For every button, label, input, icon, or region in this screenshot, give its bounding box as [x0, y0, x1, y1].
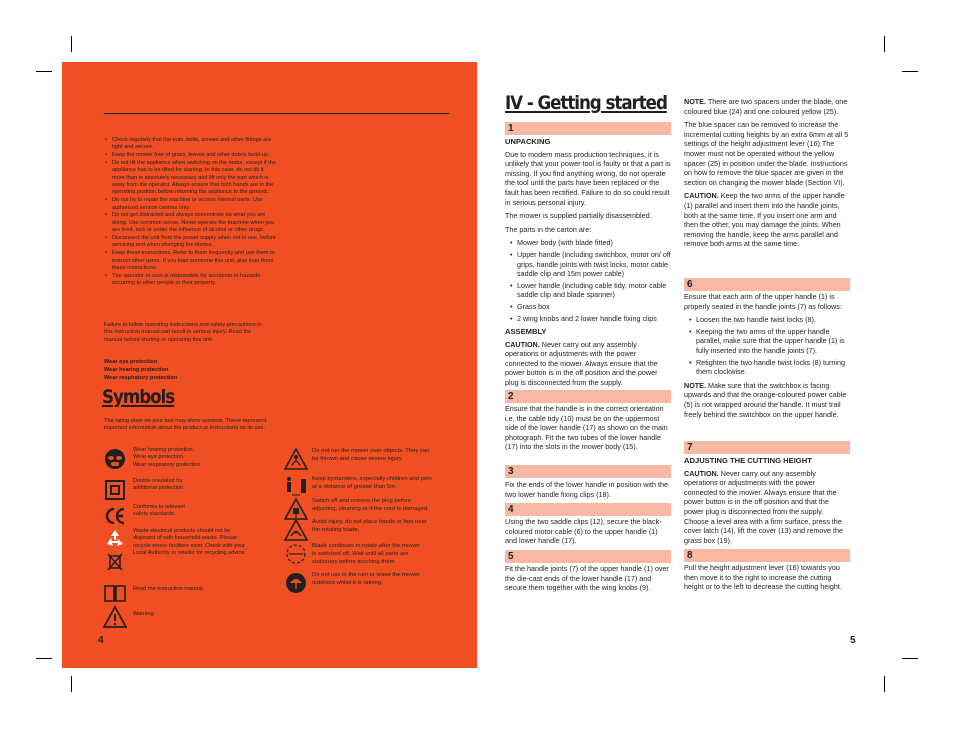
page-number-left: 4: [98, 635, 104, 646]
note-label: NOTE.: [684, 380, 706, 390]
symbol-row: [103, 504, 185, 528]
adjusting-heading: ADJUSTING THE CUTTING HEIGHT: [684, 456, 812, 465]
list-item: • Keeping the two arms of the upper handle parallel, make sure that the upper handle (1) is fully inserted into the handle joints (7).: [690, 327, 850, 356]
symbol-row: [103, 478, 185, 502]
symbol-description: Do not use in the rain or leave the mower outdoors whilst it is raining.: [312, 572, 420, 586]
double-insulated-icon: [103, 478, 127, 502]
weee-recycle-icon: [103, 528, 127, 572]
symbol-description: Blade continues to rotate after the mower is switched off. Wait until all parts are stationary before touching them.: [312, 543, 420, 565]
symbol-row: [103, 528, 246, 572]
unpacking-paragraph: Due to modern mass production techniques, it is unlikely that your power tool is faulty or that a part is missing. If you find anything wrong, do not operate the tool until the parts have been replaced or the fault has been rectified. Failure to do so could result in serious personal injury.: [505, 149, 671, 207]
symbol-description: Read the instruction manual.: [133, 586, 205, 592]
symbol-description: Warning.: [133, 611, 156, 617]
crop-mark: [884, 36, 885, 52]
symbol-description: Switch off and remove the plug before adjusting, cleaning or if the cord is damaged.: [312, 498, 429, 512]
list-item: • Do not try to repair the machine or access internal parts. Use authorised service centres only.: [112, 197, 277, 212]
list-item: • Lower handle (including cable tidy, motor cable saddle clip and blade spanner): [511, 281, 671, 300]
list-item: • Loosen the two handle twist locks (8).: [690, 315, 850, 325]
failure-paragraph: Failure to follow operating instructions and safety precautions in this instruction manual can result in serious injury. Read the manual before starting or operating this unit.: [104, 322, 262, 343]
col1-block-a: [505, 137, 671, 392]
step-bar-4: 4: [505, 503, 671, 516]
list-item: • Mower body (with blade fitted): [511, 238, 671, 248]
col1-step4: [505, 517, 671, 550]
wear-eye-line: Wear eye protection: [104, 359, 158, 365]
blue-spacer-paragraph: The blue spacer can be removed to increase the incremental cutting heights by an extra 6mm at all 5 settings of the height adjustment lever (16).The mower must not be operated without the yellow spacer (25) in position under the blade. Instructions on how to remove the blue spacer are given in the section on changing the mower blade (Section VI).: [684, 120, 849, 187]
wear-hearing-line: Wear hearing protection: [104, 367, 169, 373]
step5-paragraph: Fit the handle joints (7) of the upper handle (1) over the die-cast ends of the lower handle (17) and secure them together with the wing knobs (9).: [505, 564, 669, 593]
crop-mark: [36, 71, 52, 72]
step-bar-5: 5: [505, 550, 671, 563]
crop-mark: [71, 36, 72, 52]
col2-step8: [684, 563, 850, 596]
getting-started-heading: IV - Getting started: [505, 92, 667, 114]
list-item: • Retighten the two handle twist locks (8) turning them clockwise.: [690, 358, 850, 377]
note2: [684, 381, 850, 419]
safety-bullet-list: [104, 137, 277, 288]
caution-text: Never carry out any assembly operations or adjustments with the power connected to the mower. Always ensure that the power button is in the off position and the power plug is disconnected from the supply.: [505, 339, 658, 388]
symbols-heading: Symbols: [102, 386, 175, 408]
ce-mark-icon: [103, 504, 127, 528]
symbol-description: Conforms to relevant safety standards.: [133, 504, 185, 518]
caution-text: Keep the two arms of the upper handle (1) parallel and insert them into the handle joints, both at the same time. If you insert one arm and then the other, you may damage the joints. When removing the handle, keep the arms parallel and remove both arms at the same time.: [684, 191, 845, 249]
step-bar-3: 3: [505, 465, 671, 478]
note-text: There are two spacers under the blade, one coloured blue (24) and one coloured yellow (25).: [684, 97, 848, 116]
symbol-description: Avoid injury, do not place hands or feet near the rotating blade.: [312, 519, 427, 533]
thrown-objects-icon: [284, 447, 308, 471]
supplied-paragraph: The mower is supplied partially disassembled.: [505, 211, 652, 221]
crop-mark: [71, 676, 72, 692]
symbol-description: Waste electrical products should not be disposed of with household waste. Please recycle where facilities exist. Check with your Local Authority or retailer for recycling advice.: [133, 528, 246, 557]
col1-step3: [505, 480, 671, 503]
step6-paragraph: Ensure that each arm of the upper handle (1) is properly seated in the handle joints (7) as follows:: [684, 292, 842, 311]
caution2: [684, 191, 850, 249]
note-text: Make sure that the switchbox is facing upwards and that the orange-coloured power cable (5) is not wrapped around the handle. It must trail freely behind the switchbox on the upper handle.: [684, 380, 847, 419]
crop-mark: [884, 676, 885, 692]
no-rain-icon: [284, 571, 308, 595]
step-bar-1: 1: [505, 122, 671, 135]
list-item: • Do not tilt the appliance when switching on the motor, except if the appliance has to be tilted for starting. In this case, do not tilt it more than is absolutely necessary and lift only the part which is away from the operator. Always ensure that both hands are in the operating position before returning the appliance to the ground.: [112, 160, 277, 197]
step-bar-6: 6: [684, 278, 850, 291]
list-item: • Upper handle (including switchbox, motor on/ off grips, handle joints with twist locks, motor cable saddle clip and 15m power cable): [511, 250, 671, 279]
list-item: • Disconnect the unit from the power supply when not in use, before servicing and when changing the blades.: [112, 235, 277, 250]
step-bar-2: 2: [505, 390, 671, 403]
symbol-description: Wear hearing protection. Wear eye protection. Wear respiratory protection.: [133, 447, 202, 468]
note1: [684, 97, 850, 116]
symbol-row: [284, 475, 432, 499]
list-item: • Keep the mower free of grass, leaves and other debris build-up.: [112, 152, 277, 159]
note-label: NOTE.: [684, 97, 706, 106]
assembly-caution: [505, 340, 671, 388]
caution-label: CAUTION.: [684, 468, 719, 478]
parts-intro: The parts in the carton are:: [505, 224, 592, 234]
caution-label: CAUTION.: [505, 339, 540, 349]
col2-block-a: [684, 97, 850, 253]
step-bar-8: 8: [684, 549, 850, 562]
list-item: • Keep these instructions. Refer to them frequently and use them to instruct other users. If you loan someone this unit, also loan them these instructions.: [112, 250, 277, 272]
symbol-row: [103, 447, 202, 471]
caution-text: Never carry out any assembly operations or adjustments with the power connected to the mower. Always ensure that the power button is in the off position and that the power plug is disconnected from the supply. Choose a level area with a firm surface, press the cover latch (14), lift the cover (13) and remove the grass box (19).: [684, 468, 843, 545]
page-number-right: 5: [850, 635, 856, 646]
step-bar-7: 7: [684, 441, 850, 454]
symbol-row: [103, 605, 155, 629]
col2-step6: [684, 292, 850, 423]
crop-mark: [36, 658, 52, 659]
unpacking-heading: UNPACKING: [505, 137, 551, 146]
list-item: • Grass box: [511, 302, 671, 312]
step4-paragraph: Using the two saddle clips (12), secure the black-coloured motor cable (6) to the upper handle (1) and lower handle (17).: [505, 517, 662, 546]
symbol-row: [284, 571, 420, 595]
step2-paragraph: Ensure that the handle is in the correct orientation i.e. the cable tidy (10) must be on the uppermost side of the lower handle (17) as shown on the main photograph. Fit the two tubes of the lower handle (17) into the slots in the mower body (15).: [505, 404, 668, 452]
list-item: • The operator or user is responsible for accidents or hazards occurring to other people or their property.: [112, 273, 277, 288]
step3-paragraph: Fix the ends of the lower handle in position with the two lower handle fixing clips (18).: [505, 480, 669, 499]
step8-paragraph: Pull the height adjustment lever (16) towards you then move it to the right to increase the cutting height or to the left to decrease the cutting height.: [684, 563, 842, 592]
blade-hazard-icon: [284, 518, 308, 542]
list-item: • 2 wing knobs and 2 lower handle fixing clips: [511, 314, 671, 324]
symbol-description: Double insulated for additional protection.: [133, 478, 185, 492]
section-rule: [104, 113, 449, 114]
symbol-description: Do not run the mower over objects. They can be thrown and cause severe injury.: [312, 448, 430, 462]
symbol-row: [103, 581, 204, 605]
read-manual-icon: [103, 581, 127, 605]
list-item: • Check regularly that the nuts, bolts, screws and other fittings are tight and secure.: [112, 137, 277, 152]
symbol-row: [284, 542, 420, 566]
symbol-row: [284, 518, 427, 542]
rotating-blade-icon: [284, 542, 308, 566]
protection-gear-icon: [103, 447, 127, 471]
crop-mark: [902, 71, 918, 72]
wear-respiratory-line: Wear respiratory protection: [104, 375, 178, 381]
keep-bystanders-away-icon: [284, 475, 308, 499]
crop-mark: [902, 658, 918, 659]
symbol-description: Keep bystanders, especially children and pets at a distance of greater than 5m.: [312, 476, 432, 490]
warning-icon: [103, 605, 127, 629]
list-item: • Do not get distracted and always concentrate on what you are doing. Use common sense. Never operate the machine when you are tired, sick or under the influence of alcohol or other drugs.: [112, 212, 277, 234]
step6-list: [684, 315, 850, 377]
assembly-heading: ASSEMBLY: [505, 327, 547, 337]
col1-step5: [505, 564, 671, 597]
caution3: [684, 469, 850, 546]
col1-step2: [505, 404, 671, 456]
col2-step7: [684, 456, 850, 549]
symbols-intro: The rating plate on your tool may show symbols. These represent important information about the product or instructions on its use.: [104, 418, 267, 432]
parts-list: [505, 238, 671, 323]
caution-label: CAUTION.: [684, 191, 719, 201]
symbol-row: [284, 447, 429, 471]
